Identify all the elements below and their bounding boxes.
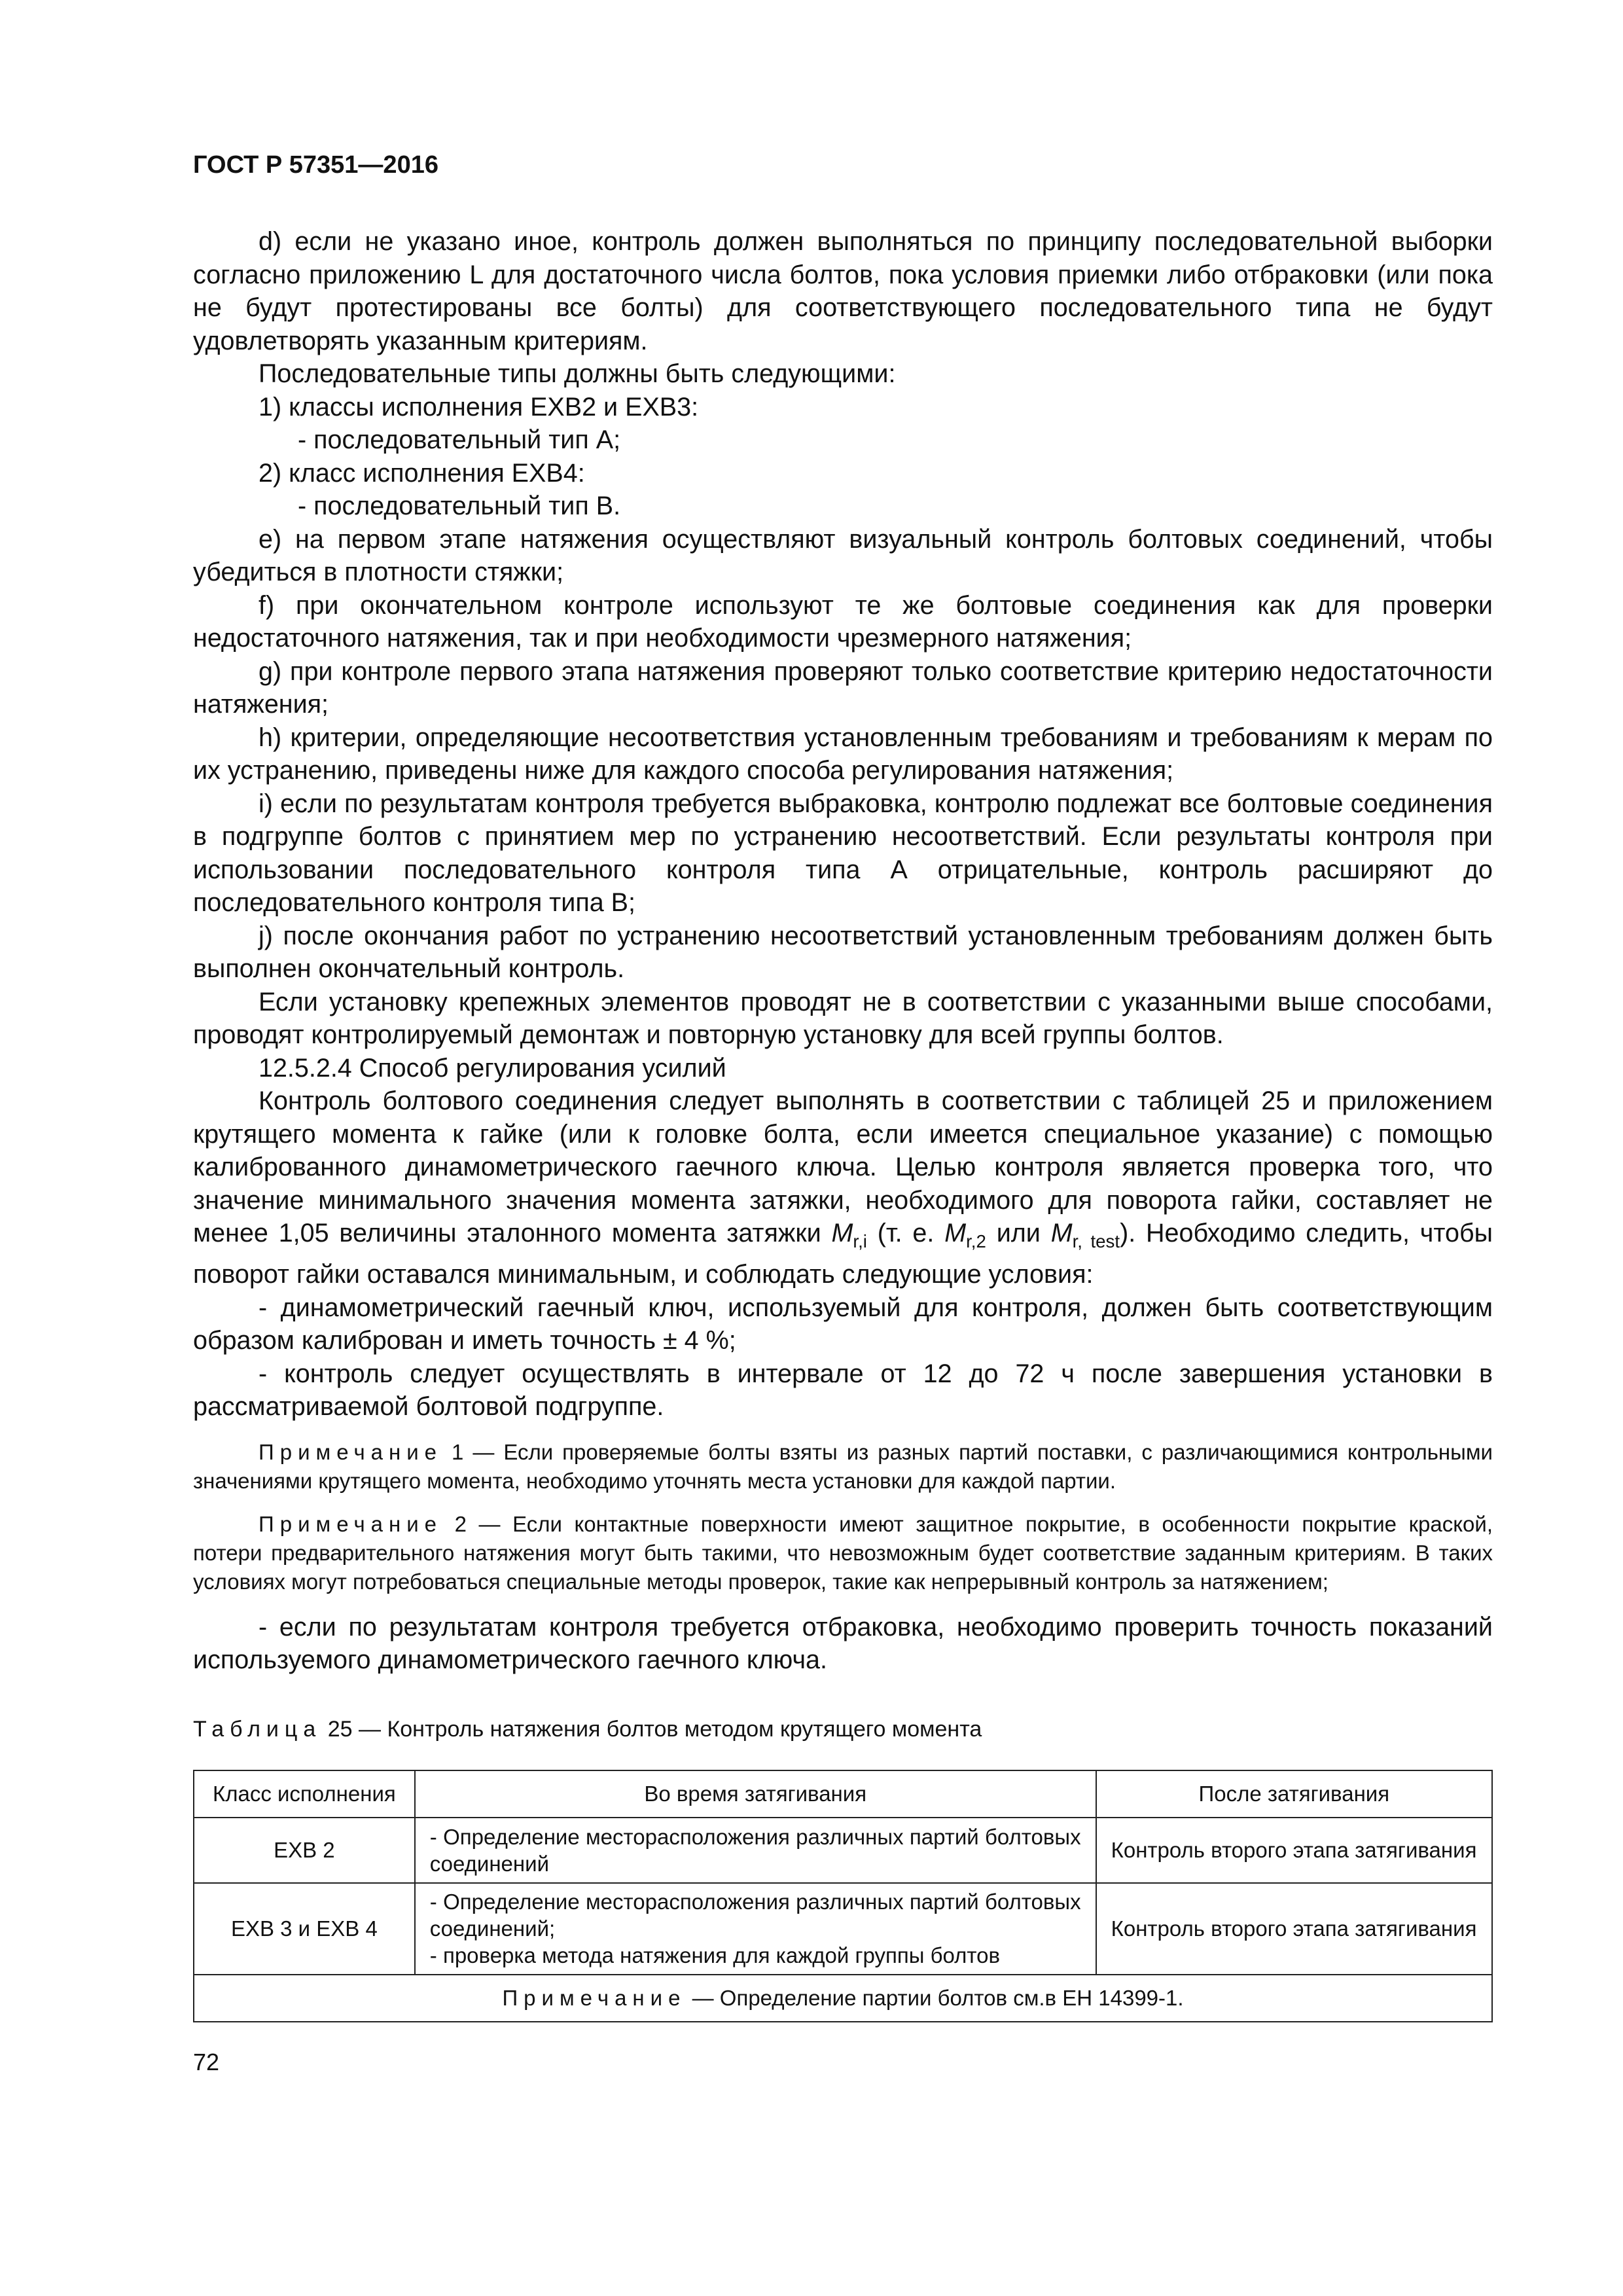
table-cell-during-line-1: - Определение месторасположения различных партий болтовых соединений;: [429, 1890, 1081, 1941]
table-header-row: [194, 1770, 1492, 1818]
table-cell-class: EXB 3 и EXB 4: [194, 1883, 415, 1975]
paragraph-i: i) если по результатам контроля требуется выбраковка, контролю подлежат все болтовые соединения в подгруппе болтов с принятием мер по устранению несоответствий. Если результаты контроля при использовании последовательного контроля типа А отрицательные, контроль расширяют до последовательного контроля типа В;: [193, 789, 1493, 917]
table-header-during: Во время затягивания: [415, 1770, 1096, 1818]
table-caption: [193, 1715, 1493, 1744]
paragraph-reinstall: Если установку крепежных элементов проводят не в соответствии с указанными выше способами, проводят контролируемый демонтаж и повторную установку для всей группы болтов.: [193, 987, 1493, 1049]
paragraph-cond-2: - контроль следует осуществлять в интервале от 12 до 72 ч после завершения установки в рассматриваемой болтовой подгруппе.: [193, 1359, 1493, 1422]
table-header-class: Класс исполнения: [194, 1770, 415, 1818]
note-1-label: Примечание: [259, 1439, 443, 1464]
paragraph-seq-2: 2) класс исполнения EXB4:: [259, 458, 585, 488]
table-note-label: Примечание: [502, 1986, 687, 2011]
table-cell-after: Контроль второго этапа затягивания: [1096, 1883, 1492, 1975]
symbol-m-rtest: M: [1050, 1219, 1073, 1247]
paragraph-j: j) после окончания работ по устранению несоответствий установленным требованиям должен быть выполнен окончательный контроль.: [193, 921, 1493, 983]
table-note: [194, 1975, 1492, 2022]
paragraph-seq-2a: - последовательный тип В.: [298, 492, 621, 520]
note-2: [193, 1510, 1493, 1596]
note-2-text: 2 — Если контактные поверхности имеют защитное покрытие, в особенности покрытие краской, потери предварительного натяжения могут быть такими, что невозможным будет соответствие заданным критериям. В таких условиях могут потребоваться специальные методы проверок, такие как непрерывный контроль за натяжением;: [193, 1511, 1493, 1594]
symbol-m-rtest-sub: r, test: [1072, 1230, 1120, 1251]
table-header-after: После затягивания: [1096, 1770, 1492, 1818]
table-cell-class: EXB 2: [194, 1818, 415, 1883]
control-text-b: (т. е.: [866, 1219, 945, 1247]
main-text-continued: [193, 1611, 1493, 1677]
paragraph-control: [193, 1085, 1493, 1291]
paragraph-seq-1: 1) классы исполнения EXB2 и EXB3:: [259, 392, 699, 422]
table-note-row: [194, 1975, 1492, 2022]
symbol-m-r2: M: [944, 1219, 967, 1247]
paragraph-f: f) при окончательном контроле используют те же болтовые соединения как для проверки недостаточного натяжения, так и при необходимости чрезмерного натяжения;: [193, 590, 1493, 653]
main-text: [193, 225, 1493, 1424]
page-number: 72: [193, 2048, 220, 2075]
table-note-text: — Определение партии болтов см.в ЕН 14399-1.: [686, 1986, 1184, 2011]
control-text-d: ). Необходимо следить, чтобы поворот гайки оставался минимальным, и соблюдать следующие условия:: [193, 1219, 1493, 1289]
paragraph-g: g) при контроле первого этапа натяжения проверяют только соответствие критерию недостаточности натяжения;: [193, 656, 1493, 719]
table-cell-during: - Определение месторасположения различных партий болтовых соединений: [415, 1818, 1096, 1883]
paragraph-cond-3: - если по результатам контроля требуется отбраковка, необходимо проверить точность показаний используемого динамометрического гаечного ключа.: [193, 1612, 1493, 1675]
symbol-m-ri: M: [831, 1219, 853, 1247]
control-text-c: или: [986, 1219, 1051, 1247]
paragraph-d: d) если не указано иное, контроль должен выполняться по принципу последовательной выборки согласно приложению L для достаточного числа болтов, пока условия приемки либо отбраковки (или пока не будут протестированы все болты) для соответствующего последовательного типа не будут удовлетворять указанным критериям.: [193, 227, 1493, 355]
paragraph-seq-intro: Последовательные типы должны быть следующими:: [259, 359, 896, 388]
note-2-label: Примечание: [259, 1511, 443, 1536]
paragraph-h: h) критерии, определяющие несоответствия установленным требованиям и требованиям к мерам по их устранению, приведены ниже для каждого способа регулирования натяжения;: [193, 723, 1493, 785]
table-row: [194, 1883, 1492, 1975]
symbol-m-r2-sub: r,2: [966, 1230, 986, 1251]
table-cell-after: Контроль второго этапа затягивания: [1096, 1818, 1492, 1883]
control-table: [193, 1770, 1493, 2022]
section-heading: 12.5.2.4 Способ регулирования усилий: [259, 1053, 726, 1083]
document-page: [193, 149, 1493, 2077]
note-1: [193, 1438, 1493, 1496]
note-1-text: 1 — Если проверяемые болты взяты из разных партий поставки, с различающимися контрольными значениями крутящего момента, необходимо уточнять места установки для каждой партии.: [193, 1439, 1493, 1493]
table-caption-label: Таблица: [193, 1716, 322, 1742]
table-row: [194, 1818, 1492, 1883]
paragraph-seq-1a: - последовательный тип А;: [298, 425, 621, 454]
table-caption-text: 25 — Контроль натяжения болтов методом крутящего момента: [321, 1716, 982, 1742]
control-text-a: Контроль болтового соединения следует выполнять в соответствии с таблицей 25 и приложением крутящего момента к гайке (или к головке болта, если имеется специальное указание) с помощью калиброванного динамометрического гаечного ключа. Целью контроля является проверка того, что значение минимального значения момента затяжки, необходимого для поворота гайки, составляет не менее 1,05 величины эталонного момента затяжки: [193, 1086, 1493, 1247]
table-cell-during: [415, 1883, 1096, 1975]
standard-header: ГОСТ Р 57351—2016: [193, 151, 438, 179]
paragraph-cond-1: - динамометрический гаечный ключ, используемый для контроля, должен быть соответствующим образом калиброван и иметь точность ± 4 %;: [193, 1293, 1493, 1355]
table-cell-during-line-2: - проверка метода натяжения для каждой группы болтов: [429, 1943, 1001, 1968]
symbol-m-ri-sub: r,i: [853, 1230, 867, 1251]
paragraph-e: e) на первом этапе натяжения осуществляют визуальный контроль болтовых соединений, чтобы убедиться в плотности стяжки;: [193, 524, 1493, 586]
